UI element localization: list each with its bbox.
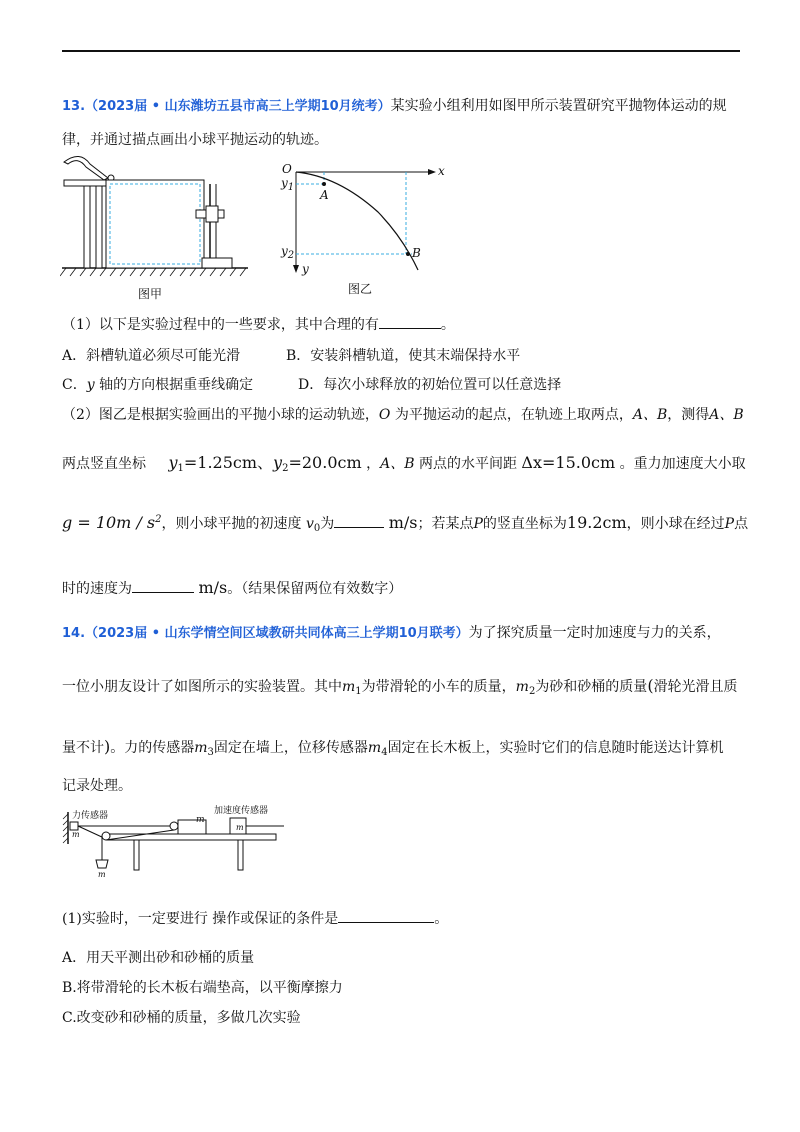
q14-intro-line4: 记录处理。 <box>62 778 132 794</box>
q13-part1-blank[interactable] <box>379 314 441 329</box>
q13-intro-a: 某实验小组利用如图甲所示装置研究平抛物体运动的规 <box>390 98 727 114</box>
q14-intro-line2: 一位小朋友设计了如图所示的实验装置。其中$m_1$为带滑轮的小车的质量，$m_2$为砂和砂桶的质量(滑轮光滑且质 <box>62 676 738 697</box>
q13-options-ab <box>62 345 742 365</box>
fig-yi-label-A: A <box>320 188 329 202</box>
q13-option-b: B．安装斜槽轨道，使其末端保持水平 <box>286 348 521 364</box>
q13-intro-line2 <box>62 129 742 149</box>
fig-yi-label-B: B <box>412 246 421 260</box>
q13-dx-value: Δx=15.0cm <box>521 453 616 472</box>
figure-yi-caption: 图乙 <box>348 282 373 296</box>
fig-yi-label-y: y <box>302 262 309 276</box>
fig-yi-label-y2: $y_2$ <box>281 244 295 261</box>
q14-option-a: A．用天平测出砂和砂桶的质量 <box>62 950 255 966</box>
q14-option-b: B.将带滑轮的长木板右端垫高，以平衡摩擦力 <box>62 980 343 996</box>
fig-yi-label-x: x <box>438 164 445 178</box>
fig-q14-m1: m <box>196 815 205 825</box>
fig-q14-m2: m <box>98 870 106 879</box>
q13-v0-blank[interactable] <box>334 513 384 528</box>
q13-vp-blank[interactable] <box>132 578 194 593</box>
q13-part2-line2: 两点竖直坐标 $y_1=1.25cm$、$y_2=20.0cm$ ，A、B 两点的水平间距 Δx=15.0cm 。重力加速度大小取 <box>62 453 746 474</box>
q14-source: （2023届 • 山东学情空间区域教研共同体高三上学期10月联考） <box>85 626 469 641</box>
q13-part2-line1: （2）图乙是根据实验画出的平抛小球的运动轨迹，O 为平抛运动的起点，在轨迹上取两点，A、B，测得A、B <box>62 407 744 423</box>
fig-q14-m4: m <box>236 823 244 832</box>
q14-intro-line1: 14.（2023届 • 山东学情空间区域教研共同体高三上学期10月联考）为了探究质量一定时加速度与力的关系， <box>62 625 721 641</box>
q14-intro-line3: 量不计)。力的传感器$m_3$固定在墙上，位移传感器$m_4$固定在长木板上，实验时它们的信息随时能送达计算机 <box>62 737 724 758</box>
q13-part1: （1）以下是实验过程中的一些要求，其中合理的有 。 <box>62 314 742 334</box>
q13-source: （2023届 • 山东潍坊五县市高三上学期10月统考） <box>85 99 391 114</box>
q13-option-c: C．y 轴的方向根据重垂线确定 <box>62 377 254 393</box>
q13-option-a: A．斜槽轨道必须尽可能光滑 <box>62 348 241 364</box>
header-rule <box>62 50 740 52</box>
q14-number: 14. <box>62 626 86 641</box>
fig-q14-accel-label: 加速度传感器 <box>214 806 269 816</box>
figure-jia <box>60 150 250 285</box>
figure-yi <box>278 160 448 278</box>
q13-options-cd <box>62 374 742 394</box>
fig-yi-label-y1: $y_1$ <box>281 176 295 193</box>
q13-intro-b: 律，并通过描点画出小球平抛运动的轨迹。 <box>62 132 328 148</box>
q14-option-c: C.改变砂和砂桶的质量，多做几次实验 <box>62 1010 301 1026</box>
q13-option-d: D．每次小球释放的初始位置可以任意选择 <box>298 377 562 393</box>
q14-part1-blank[interactable] <box>338 908 434 923</box>
q13-part2-line4: 时的速度为 m/s。（结果保留两位有效数字） <box>62 578 403 597</box>
figure-jia-caption: 图甲 <box>138 287 163 301</box>
q13-intro-line1 <box>62 95 742 115</box>
q14-part1: (1)实验时，一定要进行 操作或保证的条件是 。 <box>62 908 742 928</box>
fig-yi-label-O: O <box>282 162 292 176</box>
fig-q14-force-label: 力传感器 <box>72 811 109 821</box>
q13-part1-text: （1）以下是实验过程中的一些要求，其中合理的有 <box>62 317 379 333</box>
q13-g-value: $g = 10m / s^2$ <box>62 513 162 532</box>
fig-q14-m3: m <box>72 830 80 839</box>
q13-part2-line3: $g = 10m / s^2$，则小球平抛的初速度 $v_0$为 m/s；若某点P的竖直坐标为19.2cm，则小球在经过P点 <box>62 513 749 534</box>
q13-number: 13. <box>62 99 86 114</box>
